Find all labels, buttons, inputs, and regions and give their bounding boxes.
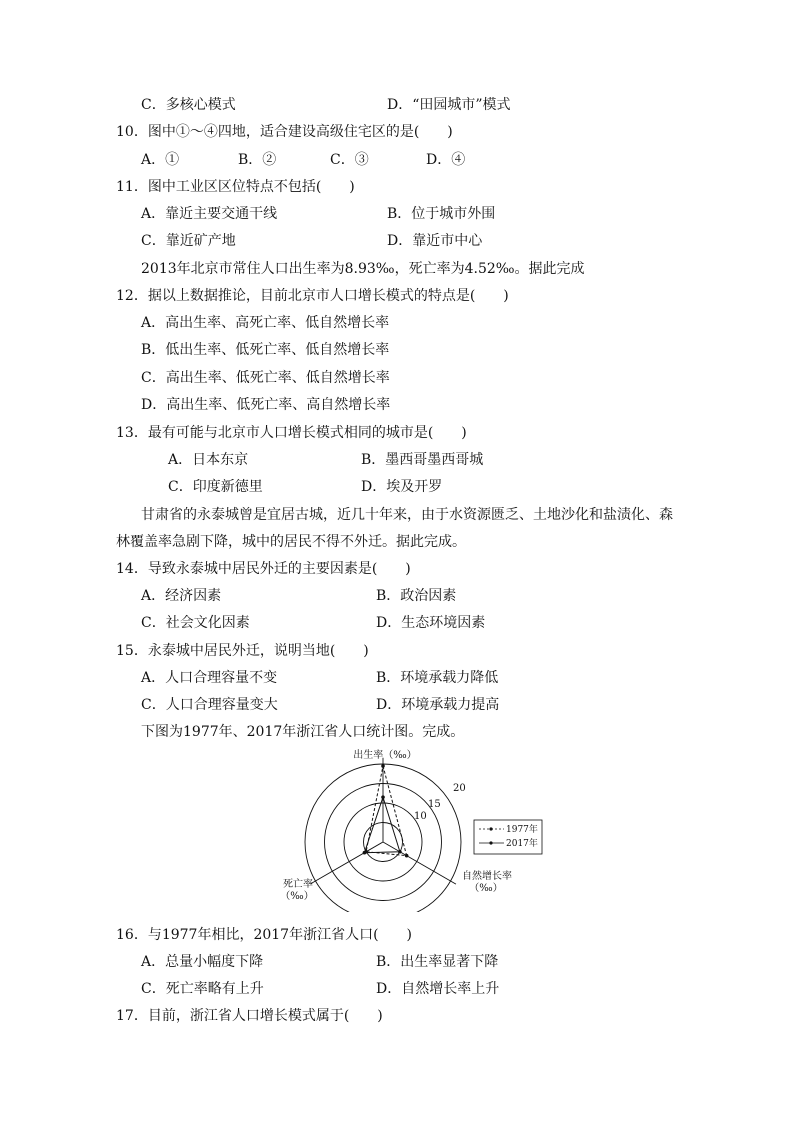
legend-marker-1977 [489,827,492,830]
axis-label-death-rate: 死亡率 [283,879,313,890]
ring-label-10: 10 [414,811,427,822]
q14-option-a: A．经济因素 [141,588,222,604]
q10-option-d: D．④ [426,152,466,168]
q9-option-c: C．多核心模式 [141,97,236,113]
radar-axes [310,758,456,884]
radar-axis-2 [310,842,383,884]
radar-series-0 [366,766,407,856]
q11-option-b: B．位于城市外围 [387,206,496,222]
q15-option-d: D．环境承载力提高 [376,697,500,713]
passage-yongtai-line1: 甘肃省的永泰城曾是宜居古城，近几十年来，由于水资源匮乏、土地沙化和盐渍化、森 [141,507,673,523]
radar-point-1-0 [381,795,385,799]
q13-option-c: C．印度新德里 [168,479,263,495]
q13-option-d: D．埃及开罗 [361,479,443,495]
q14-option-c: C．社会文化因素 [141,615,250,631]
q13-stem: 13．最有可能与北京市人口增长模式相同的城市是( ) [116,425,467,441]
q16-stem: 16．与1977年相比，2017年浙江省人口( ) [116,927,412,943]
radar-point-1-2 [363,851,367,855]
axis-label-birth-rate: 出生率（‰） [353,750,417,761]
q17-stem: 17．目前，浙江省人口增长模式属于( ) [116,1008,383,1024]
q14-option-b: B．政治因素 [376,588,457,604]
q11-option-c: C．靠近矿产地 [141,233,236,249]
q12-option-b: B．低出生率、低死亡率、低自然增长率 [141,342,390,358]
q16-option-b: B．出生率显著下降 [376,954,499,970]
q14-option-d: D．生态环境因素 [376,615,486,631]
passage-zhejiang: 下图为1977年、2017年浙江省人口统计图。完成。 [141,724,465,740]
q16-option-d: D．自然增长率上升 [376,981,500,997]
axis-label-growth-unit: （‰） [469,883,503,894]
q12-option-a: A．高出生率、高死亡率、低自然增长率 [141,315,390,331]
q9-option-d: D．“田园城市”模式 [387,97,511,113]
q10-option-a: A．① [141,152,180,168]
legend-label-2017: 2017年 [506,839,538,849]
population-radar-chart [270,742,560,912]
radar-point-0-0 [381,764,385,768]
q16-option-a: A．总量小幅度下降 [141,954,264,970]
q15-option-b: B．环境承载力降低 [376,670,499,686]
q13-option-a: A．日本东京 [168,452,249,468]
q11-option-a: A．靠近主要交通干线 [141,206,278,222]
q15-option-a: A．人口合理容量不变 [141,670,278,686]
radar-point-1-1 [398,850,402,854]
q15-stem: 15．永泰城中居民外迁，说明当地( ) [116,643,369,659]
q10-option-b: B．② [238,152,277,168]
q15-option-c: C．人口合理容量变大 [141,697,278,713]
passage-beijing: 2013年北京市常住人口出生率为8.93‰，死亡率为4.52‰。据此完成 [141,261,585,277]
legend-marker-2017 [489,841,492,844]
ring-label-15: 15 [428,799,441,810]
q11-stem: 11．图中工业区区位特点不包括( ) [116,179,355,195]
q16-option-c: C．死亡率略有上升 [141,981,264,997]
legend-label-1977: 1977年 [506,825,538,835]
axis-label-death-unit: （‰） [280,891,314,902]
q10-option-c: C．③ [330,152,369,168]
radar-legend [474,820,542,854]
q11-option-d: D．靠近市中心 [387,233,483,249]
q10-stem: 10．图中①～④四地，适合建设高级住宅区的是( ) [116,124,453,140]
q13-option-b: B．墨西哥墨西哥城 [361,452,484,468]
passage-yongtai-line2: 林覆盖率急剧下降，城中的居民不得不外迁。据此完成。 [116,534,466,550]
q12-option-c: C．高出生率、低死亡率、低自然增长率 [141,370,390,386]
q12-stem: 12．据以上数据推论，目前北京市人口增长模式的特点是( ) [116,288,509,304]
radar-axis-1 [383,842,456,884]
radar-point-0-1 [405,854,409,858]
q14-stem: 14．导致永泰城中居民外迁的主要因素是( ) [116,561,411,577]
ring-label-20: 20 [453,783,466,794]
axis-label-growth-rate: 自然增长率 [462,871,512,882]
q12-option-d: D．高出生率、低死亡率、高自然增长率 [141,397,391,413]
